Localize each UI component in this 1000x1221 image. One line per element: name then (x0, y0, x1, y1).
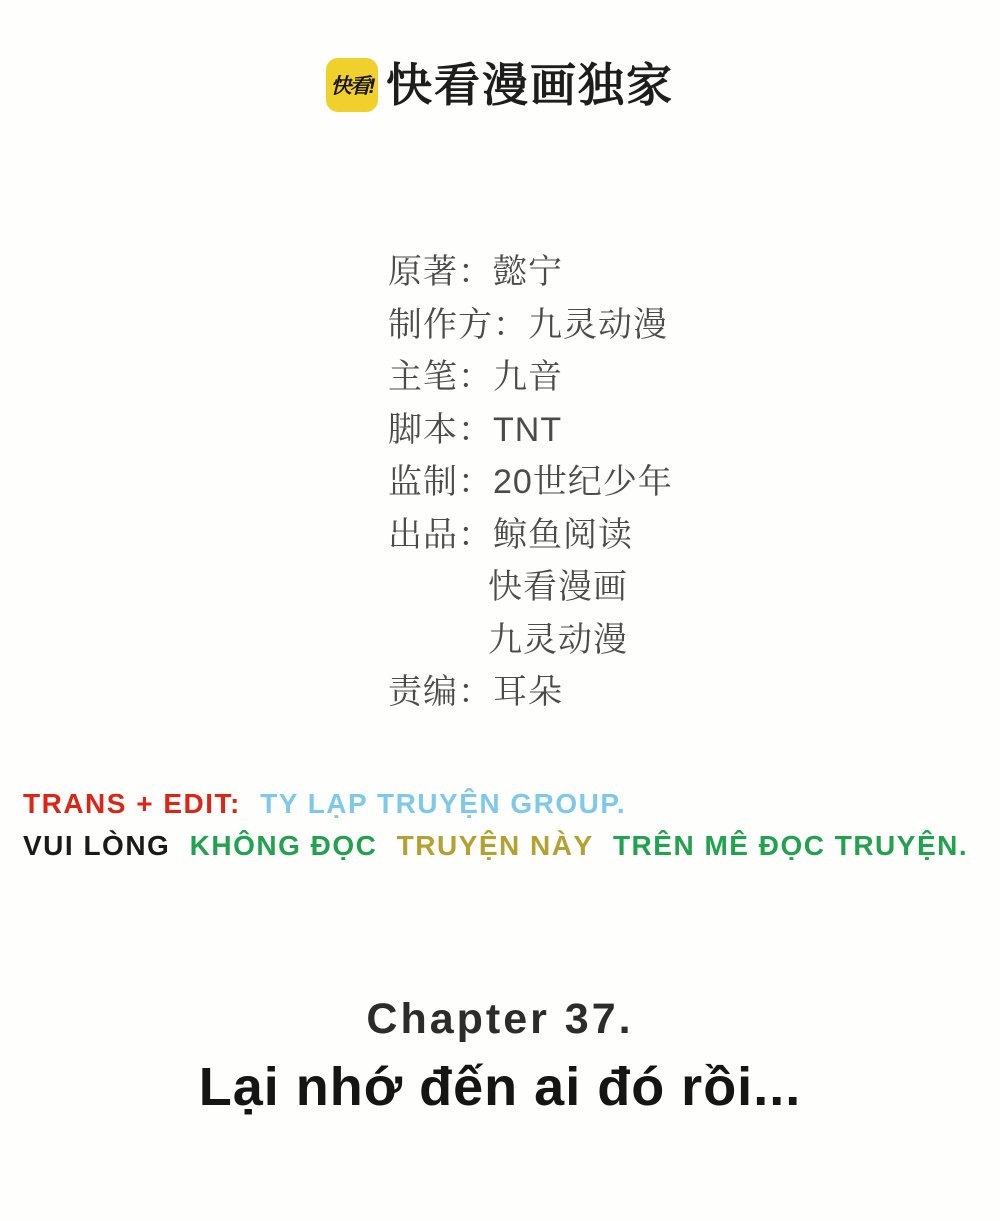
credit-line-publisher-3 (388, 614, 673, 667)
credit-value: 九音 (493, 358, 563, 396)
credit-label: 监制： (388, 463, 493, 501)
trans-edit-label: TRANS + EDIT: (23, 788, 241, 819)
credit-line-publisher-2 (388, 561, 673, 614)
credit-value: 快看漫画 (488, 568, 628, 606)
credit-line-artist (388, 351, 673, 404)
credit-value: 九灵动漫 (488, 620, 628, 659)
credit-label: 责编： (388, 673, 493, 711)
credits-list (388, 246, 673, 719)
credit-label: 出品： (388, 515, 493, 554)
credit-value: TNT (493, 410, 563, 449)
credit-label: 主笔： (388, 358, 493, 396)
credit-line-publisher (388, 509, 673, 562)
credit-line-producer (388, 299, 673, 352)
credit-line-supervisor (388, 456, 673, 509)
credit-line-author (388, 246, 673, 299)
credit-value: 懿宁 (493, 253, 563, 291)
note-seg-2: KHÔNG ĐỌC (189, 830, 378, 861)
brand-header (0, 58, 1000, 112)
credit-value: 20世纪少年 (493, 463, 673, 501)
credit-label: 脚本： (388, 410, 493, 449)
note-seg-1: VUI LÒNG (23, 830, 171, 861)
credit-value: 鲸鱼阅读 (493, 515, 633, 554)
translator-note-line2 (23, 825, 1000, 867)
credit-value: 耳朵 (493, 673, 563, 711)
credit-value: 九灵动漫 (528, 305, 668, 344)
translator-note (23, 783, 1000, 867)
credit-label: 制作方： (388, 305, 528, 344)
credit-line-script (388, 404, 673, 457)
translator-note-line1 (23, 783, 1000, 825)
note-seg-3: TRUYỆN NÀY (396, 830, 594, 861)
trans-group-name: TY LẠP TRUYỆN GROUP. (260, 788, 627, 819)
credit-label: 原著： (388, 253, 493, 291)
kuaikan-logo-icon: 快看! (326, 58, 378, 112)
brand-title: 快看漫画独家 (386, 59, 674, 111)
note-seg-4: TRÊN MÊ ĐỌC TRUYỆN. (612, 830, 969, 861)
chapter-title: Lại nhớ đến ai đó rồi... (198, 1057, 802, 1117)
chapter-number: Chapter 37. (366, 995, 634, 1043)
credit-line-editor (388, 666, 673, 719)
